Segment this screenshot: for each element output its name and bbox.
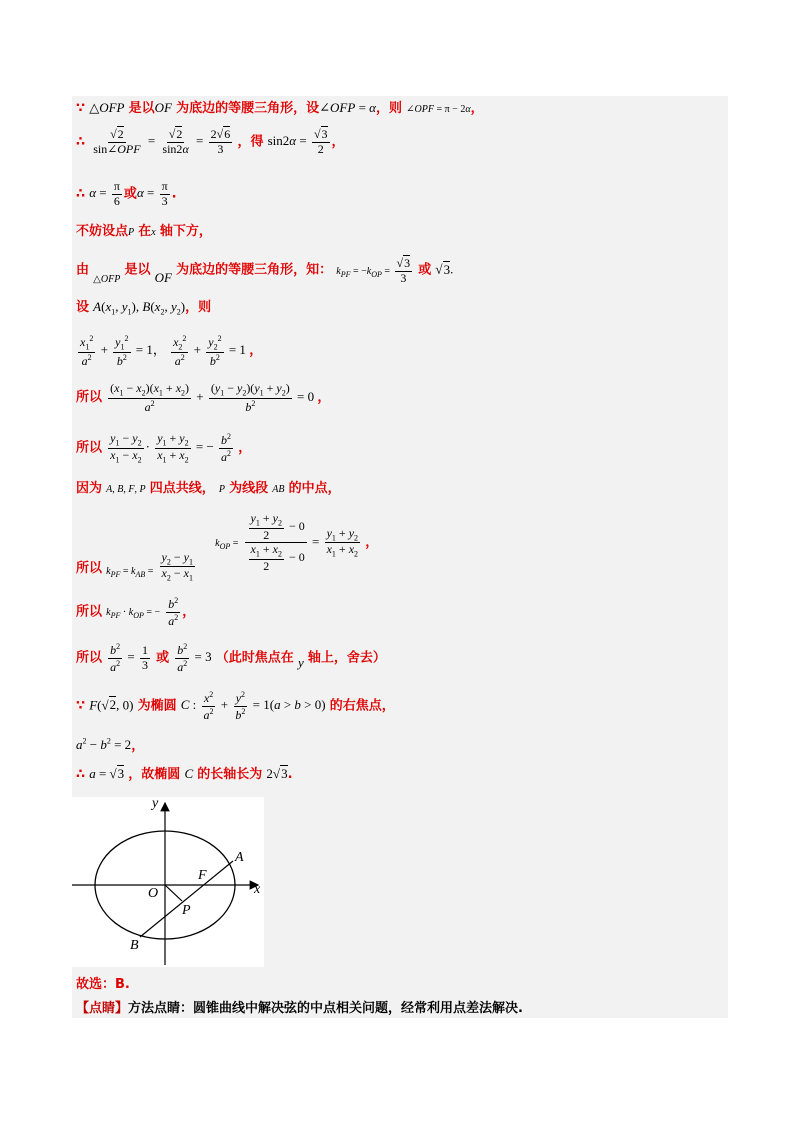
because-symbol: ∵ bbox=[76, 101, 86, 116]
comment-line: 【点睛】方法点睛：圆锥曲线中解决弦的中点相关问题，经常利用点差法解决. bbox=[76, 1001, 523, 1016]
line-15: $a^2 - b^2 = 2$， bbox=[76, 737, 145, 754]
line-12: 所以 $k_{PF} \cdot k_{OP}$ = − $\frac{b^2}{a^2}$ ， bbox=[76, 596, 196, 628]
label-o: O bbox=[148, 886, 159, 901]
label-x: x bbox=[254, 882, 261, 897]
segment-op bbox=[165, 885, 182, 901]
answer-line: 故选：B. bbox=[76, 977, 130, 992]
label-y: y bbox=[152, 797, 159, 811]
line-8: 所以 $\frac{(x_1 - x_2)(x_1 + x_2)}{a^2}$ + $\frac{(y_1 - y_2)(y_1 + y_2)}{b^2}$ = 0 ， bbox=[76, 381, 331, 414]
line-2: ∴ $\frac{√2}{\text{sin∠OPF}}$ = $\frac{√2}{\sin 2\alpha}$ = $\frac{2√6}{3}$ ，得 sin2α = $\frac{√3}{2}$ ， bbox=[76, 127, 345, 156]
line-11: 所以 $_{k_{PF} = k_{AB} =}$ $\frac{y_2 - y_1}{x_2 - x_1}$ $k_{OP}$ = $\frac{y_1 + y_2}{2}$ − 0 $\frac{x_1 + x_2}{2}$ − 0 = $\frac{y_1 + y_2}{x_1 + x_2}$ ， bbox=[76, 511, 379, 583]
line-16: ∴ a = √3 ，故椭圆 C 的长轴长为 2√3. bbox=[76, 766, 293, 782]
line-10: 因为 A, B, F, P 四点共线， P 为线段 AB 的中点， bbox=[76, 481, 341, 496]
label-p: P bbox=[182, 903, 191, 918]
ellipse-diagram bbox=[72, 797, 264, 967]
line-5: 由 $_{\triangle OFP}$ 是以 OF 为底边的等腰三角形，知： $k_{PF} = -k_{OP}$ = $\frac{√3}{3}$ 或 √3. bbox=[76, 256, 454, 285]
line-9: 所以 $\frac{y_1 - y_2}{x_1 - x_2}$ · $\frac{y_1 + y_2}{x_1 + x_2}$ = − $\frac{b^2}{a^2}$ ， bbox=[76, 431, 252, 465]
label-f: F bbox=[198, 868, 207, 883]
line-6: 设 $A(x_1$, $y_1$), $B(x_2$, $y_2$)，则 bbox=[76, 299, 212, 317]
line-7: $\frac{x_1^2}{a^2}$ + $\frac{y_1^2}{b^2}$ = 1， $\frac{x_2^2}{a^2}$ + $\frac{y_2^2}{b^2}$ = 1 ， bbox=[80, 334, 263, 368]
label-a: A bbox=[235, 850, 244, 865]
label-b: B bbox=[130, 938, 139, 953]
line-1: ∵ △OFP 是以OF 为底边的等腰三角形，设∠OFP = α，则 ∠OPF = π − 2α， bbox=[76, 100, 484, 116]
line-3: ∴ α = $\frac{\pi}{6}$ 或α = $\frac{\pi}{3}$ . bbox=[76, 179, 177, 208]
line-4: 不妨设点P 在x 轴下方， bbox=[76, 224, 212, 239]
line-14: ∵ F(√2, 0) 为椭圆 C : $\frac{x^2}{a^2}$ + $\frac{y^2}{b^2}$ = 1(a > b > 0) 的右焦点， bbox=[76, 690, 395, 722]
line-13: 所以 $\frac{b^2}{a^2}$ = $\frac{1}{3}$ 或 $\frac{b^2}{a^2}$ = 3 （此时焦点在 y 轴上，舍去） bbox=[76, 642, 386, 674]
